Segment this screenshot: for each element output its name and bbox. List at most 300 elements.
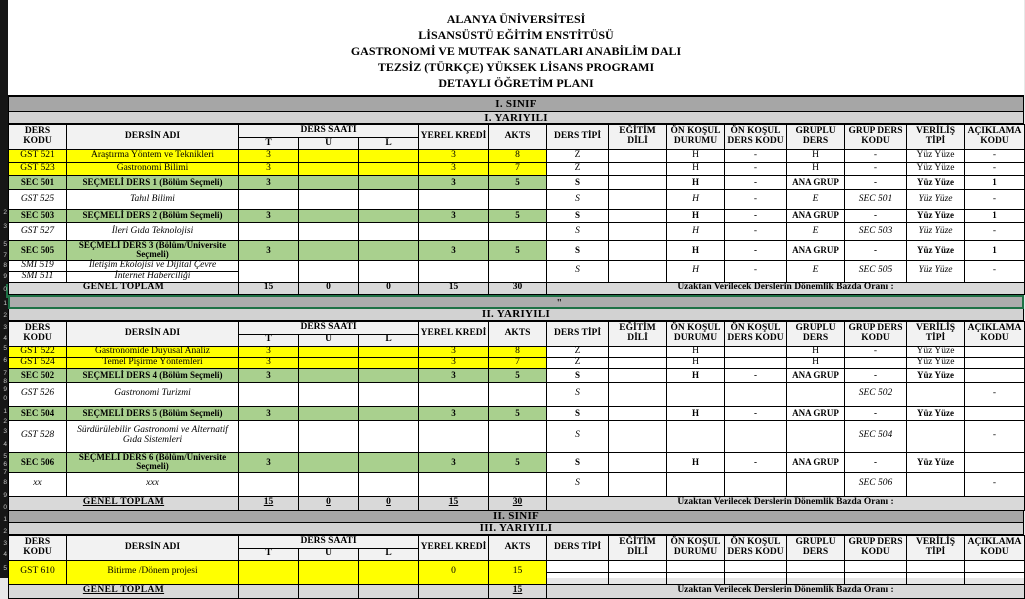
- section-band-ii-yariyili[interactable]: II. YARIYILI: [8, 309, 1024, 321]
- cell[interactable]: -: [965, 190, 1025, 210]
- course-name[interactable]: Bitirme /Dönem projesi: [67, 560, 239, 584]
- col-on-kosul-ders-kodu[interactable]: ÖN KOŞUL DERS KODU: [725, 321, 787, 346]
- cell[interactable]: 7: [489, 163, 547, 176]
- cell[interactable]: 0: [299, 282, 359, 294]
- empty-cell[interactable]: [359, 368, 419, 382]
- empty-cell[interactable]: [299, 420, 359, 452]
- cell[interactable]: 3: [239, 150, 299, 163]
- empty-cell[interactable]: [907, 572, 965, 584]
- cell[interactable]: Yüz Yüze: [907, 241, 965, 261]
- empty-cell[interactable]: [419, 472, 489, 496]
- cell[interactable]: H: [667, 150, 725, 163]
- cell[interactable]: 1: [965, 210, 1025, 223]
- cell[interactable]: SEC 504: [845, 420, 907, 452]
- cell[interactable]: ANA GRUP: [787, 176, 845, 190]
- cell[interactable]: Yüz Yüze: [907, 223, 965, 241]
- col-akts[interactable]: AKTS: [489, 535, 547, 560]
- cell[interactable]: Yüz Yüze: [907, 176, 965, 190]
- cell[interactable]: H: [667, 241, 725, 261]
- cell[interactable]: Yüz Yüze: [907, 260, 965, 282]
- cell[interactable]: H: [787, 163, 845, 176]
- empty-cell[interactable]: [299, 260, 359, 282]
- cell[interactable]: 0: [359, 496, 419, 510]
- col-ders-tipi[interactable]: DERS TİPİ: [547, 125, 609, 150]
- cell[interactable]: Yüz Yüze: [907, 357, 965, 368]
- cell[interactable]: 3: [239, 210, 299, 223]
- cell[interactable]: -: [965, 420, 1025, 452]
- empty-cell[interactable]: [787, 420, 845, 452]
- section-band-i-sinif[interactable]: I. SINIF: [8, 97, 1024, 112]
- empty-cell[interactable]: [239, 560, 299, 584]
- empty-cell[interactable]: [845, 572, 907, 584]
- section-band-iii-yariyili[interactable]: III. YARIYILI: [8, 523, 1024, 535]
- cell[interactable]: 3: [419, 452, 489, 472]
- cell[interactable]: 3: [419, 176, 489, 190]
- col-ders-saati[interactable]: DERS SAATİ: [239, 125, 419, 138]
- cell[interactable]: S: [547, 406, 609, 420]
- cell[interactable]: ANA GRUP: [787, 368, 845, 382]
- cell[interactable]: S: [547, 420, 609, 452]
- empty-cell[interactable]: [239, 382, 299, 406]
- empty-cell[interactable]: [239, 260, 299, 282]
- empty-cell[interactable]: [299, 560, 359, 584]
- empty-cell[interactable]: [907, 472, 965, 496]
- empty-cell[interactable]: [609, 176, 667, 190]
- cell[interactable]: -: [845, 346, 907, 357]
- cell[interactable]: H: [667, 223, 725, 241]
- cell[interactable]: SEC 506: [845, 472, 907, 496]
- course-name[interactable]: Tahıl Bilimi: [67, 190, 239, 210]
- cell[interactable]: -: [725, 406, 787, 420]
- empty-cell[interactable]: [489, 260, 547, 282]
- empty-cell[interactable]: [965, 368, 1025, 382]
- empty-cell[interactable]: [609, 452, 667, 472]
- course-code[interactable]: xx: [9, 472, 67, 496]
- empty-cell[interactable]: [609, 190, 667, 210]
- course-code[interactable]: SEC 506: [9, 452, 67, 472]
- cell[interactable]: 3: [419, 346, 489, 357]
- col-gruplu-ders[interactable]: GRUPLU DERS: [787, 125, 845, 150]
- cell[interactable]: Z: [547, 150, 609, 163]
- cell[interactable]: E: [787, 260, 845, 282]
- col-uygulama[interactable]: U: [299, 334, 359, 346]
- course-code[interactable]: GST 610: [9, 560, 67, 584]
- empty-cell[interactable]: [725, 382, 787, 406]
- empty-cell[interactable]: [907, 560, 965, 572]
- course-code[interactable]: GST 524: [9, 357, 67, 368]
- course-name[interactable]: İleri Gıda Teknolojisi: [67, 223, 239, 241]
- col-aciklama-kodu[interactable]: AÇIKLAMA KODU: [965, 535, 1025, 560]
- cell[interactable]: -: [845, 241, 907, 261]
- cell[interactable]: -: [965, 223, 1025, 241]
- course-name[interactable]: SEÇMELİ DERS 6 (Bölüm/Üniversite Seçmeli): [67, 452, 239, 472]
- empty-cell[interactable]: [725, 560, 787, 572]
- empty-cell[interactable]: [419, 190, 489, 210]
- cell[interactable]: ANA GRUP: [787, 210, 845, 223]
- empty-cell[interactable]: [609, 163, 667, 176]
- col-ders-tipi[interactable]: DERS TİPİ: [547, 321, 609, 346]
- cell[interactable]: 8: [489, 150, 547, 163]
- cell[interactable]: H: [667, 452, 725, 472]
- empty-cell[interactable]: [299, 176, 359, 190]
- cell[interactable]: SEC 502: [845, 382, 907, 406]
- empty-cell[interactable]: [359, 420, 419, 452]
- course-name[interactable]: SEÇMELİ DERS 4 (Bölüm Seçmeli): [67, 368, 239, 382]
- empty-cell[interactable]: [419, 382, 489, 406]
- col-teori[interactable]: T: [239, 334, 299, 346]
- course-name[interactable]: SEÇMELİ DERS 5 (Bölüm Seçmeli): [67, 406, 239, 420]
- empty-cell[interactable]: [239, 420, 299, 452]
- empty-cell[interactable]: [359, 260, 419, 282]
- cell[interactable]: 0: [299, 496, 359, 510]
- cell[interactable]: 3: [239, 163, 299, 176]
- empty-cell[interactable]: [907, 420, 965, 452]
- cell[interactable]: 3: [419, 357, 489, 368]
- cell[interactable]: -: [725, 176, 787, 190]
- col-ders-tipi[interactable]: DERS TİPİ: [547, 535, 609, 560]
- empty-cell[interactable]: [299, 406, 359, 420]
- cell[interactable]: 15: [419, 282, 489, 294]
- cell[interactable]: Yüz Yüze: [907, 368, 965, 382]
- cell[interactable]: -: [725, 368, 787, 382]
- empty-cell[interactable]: [359, 560, 419, 584]
- empty-cell[interactable]: [609, 572, 667, 584]
- cell[interactable]: H: [667, 176, 725, 190]
- course-name[interactable]: Temel Pişirme Yöntemleri: [67, 357, 239, 368]
- course-name[interactable]: SEÇMELİ DERS 1 (Bölüm Seçmeli): [67, 176, 239, 190]
- cell[interactable]: H: [667, 357, 725, 368]
- cell[interactable]: Yüz Yüze: [907, 150, 965, 163]
- cell[interactable]: -: [965, 260, 1025, 282]
- cell[interactable]: -: [845, 176, 907, 190]
- course-name[interactable]: xxx: [67, 472, 239, 496]
- col-lab[interactable]: L: [359, 548, 419, 560]
- col-on-kosul-durumu[interactable]: ÖN KOŞUL DURUMU: [667, 535, 725, 560]
- cell[interactable]: S: [547, 223, 609, 241]
- empty-cell[interactable]: [239, 223, 299, 241]
- col-lab[interactable]: L: [359, 334, 419, 346]
- cell[interactable]: -: [845, 163, 907, 176]
- cell[interactable]: S: [547, 382, 609, 406]
- empty-cell[interactable]: [299, 150, 359, 163]
- col-on-kosul-durumu[interactable]: ÖN KOŞUL DURUMU: [667, 321, 725, 346]
- col-teori[interactable]: T: [239, 548, 299, 560]
- col-aciklama-kodu[interactable]: AÇIKLAMA KODU: [965, 321, 1025, 346]
- col-gruplu-ders[interactable]: GRUPLU DERS: [787, 535, 845, 560]
- cell[interactable]: 5: [489, 241, 547, 261]
- cell[interactable]: 1: [965, 176, 1025, 190]
- empty-cell[interactable]: [359, 163, 419, 176]
- cell[interactable]: -: [725, 260, 787, 282]
- col-yerel-kredi[interactable]: YEREL KREDİ: [419, 125, 489, 150]
- cell[interactable]: SEC 503: [845, 223, 907, 241]
- cell[interactable]: H: [667, 346, 725, 357]
- empty-cell[interactable]: [239, 472, 299, 496]
- cell[interactable]: -: [725, 223, 787, 241]
- cell[interactable]: -: [965, 382, 1025, 406]
- cell[interactable]: -: [845, 368, 907, 382]
- course-code[interactable]: GST 526: [9, 382, 67, 406]
- cell[interactable]: S: [547, 472, 609, 496]
- cell[interactable]: 3: [239, 241, 299, 261]
- col-dersin-adi[interactable]: DERSİN ADI: [67, 535, 239, 560]
- empty-cell[interactable]: [359, 382, 419, 406]
- col-dersin-adi[interactable]: DERSİN ADI: [67, 321, 239, 346]
- empty-cell[interactable]: [239, 584, 299, 598]
- empty-cell[interactable]: [725, 572, 787, 584]
- cell[interactable]: -: [845, 406, 907, 420]
- empty-cell[interactable]: [359, 346, 419, 357]
- col-akts[interactable]: AKTS: [489, 321, 547, 346]
- empty-cell[interactable]: [359, 223, 419, 241]
- cell[interactable]: Yüz Yüze: [907, 210, 965, 223]
- empty-cell[interactable]: [299, 368, 359, 382]
- col-ders-saati[interactable]: DERS SAATİ: [239, 535, 419, 548]
- empty-cell[interactable]: [299, 452, 359, 472]
- empty-cell[interactable]: [667, 382, 725, 406]
- cell[interactable]: 15: [239, 282, 299, 294]
- cell[interactable]: 0: [419, 560, 489, 584]
- empty-cell[interactable]: [299, 190, 359, 210]
- empty-cell[interactable]: [965, 572, 1025, 584]
- remote-ratio-note[interactable]: Uzaktan Verilecek Derslerin Dönemlik Bazda Oranı :: [547, 496, 1025, 510]
- col-grup-ders-kodu[interactable]: GRUP DERS KODU: [845, 125, 907, 150]
- empty-cell[interactable]: [299, 210, 359, 223]
- course-code[interactable]: GST 527: [9, 223, 67, 241]
- empty-cell[interactable]: [489, 420, 547, 452]
- grand-total-label[interactable]: GENEL TOPLAM: [9, 496, 239, 510]
- empty-cell[interactable]: [787, 560, 845, 572]
- empty-cell[interactable]: [965, 346, 1025, 357]
- cell[interactable]: SEC 505: [845, 260, 907, 282]
- cell[interactable]: 7: [489, 357, 547, 368]
- cell[interactable]: Yüz Yüze: [907, 346, 965, 357]
- course-name[interactable]: İnternet Haberciliği: [67, 271, 239, 282]
- cell[interactable]: 5: [489, 452, 547, 472]
- cell[interactable]: 3: [419, 241, 489, 261]
- course-code[interactable]: SEC 505: [9, 241, 67, 261]
- cell[interactable]: 15: [489, 560, 547, 584]
- col-on-kosul-durumu[interactable]: ÖN KOŞUL DURUMU: [667, 125, 725, 150]
- cell[interactable]: 3: [419, 150, 489, 163]
- empty-cell[interactable]: [609, 472, 667, 496]
- cell[interactable]: 3: [419, 163, 489, 176]
- cell[interactable]: S: [547, 210, 609, 223]
- cell[interactable]: H: [667, 406, 725, 420]
- empty-cell[interactable]: [907, 382, 965, 406]
- col-egitim-dili[interactable]: EĞİTİM DİLİ: [609, 321, 667, 346]
- cell[interactable]: 15: [239, 496, 299, 510]
- cell[interactable]: 3: [239, 368, 299, 382]
- col-lab[interactable]: L: [359, 138, 419, 150]
- empty-cell[interactable]: [609, 368, 667, 382]
- empty-cell[interactable]: [489, 190, 547, 210]
- course-name[interactable]: Gastronomide Duyusal Analiz: [67, 346, 239, 357]
- empty-cell[interactable]: [609, 420, 667, 452]
- col-egitim-dili[interactable]: EĞİTİM DİLİ: [609, 535, 667, 560]
- remote-ratio-note[interactable]: Uzaktan Verilecek Derslerin Dönemlik Bazda Oranı :: [547, 282, 1025, 294]
- grand-total-label[interactable]: GENEL TOPLAM: [9, 584, 239, 598]
- empty-cell[interactable]: [299, 241, 359, 261]
- cell[interactable]: 5: [489, 368, 547, 382]
- empty-cell[interactable]: [299, 346, 359, 357]
- course-name[interactable]: Gastronomi Bilimi: [67, 163, 239, 176]
- empty-cell[interactable]: [419, 223, 489, 241]
- col-verilis-tipi[interactable]: VERİLİŞ TİPİ: [907, 535, 965, 560]
- cell[interactable]: S: [547, 176, 609, 190]
- cell[interactable]: H: [787, 150, 845, 163]
- empty-cell[interactable]: [965, 406, 1025, 420]
- col-grup-ders-kodu[interactable]: GRUP DERS KODU: [845, 535, 907, 560]
- col-yerel-kredi[interactable]: YEREL KREDİ: [419, 321, 489, 346]
- cell[interactable]: ANA GRUP: [787, 406, 845, 420]
- cell[interactable]: Yüz Yüze: [907, 190, 965, 210]
- empty-cell[interactable]: [667, 472, 725, 496]
- empty-cell[interactable]: [609, 223, 667, 241]
- course-code[interactable]: GST 522: [9, 346, 67, 357]
- col-yerel-kredi[interactable]: YEREL KREDİ: [419, 535, 489, 560]
- cell[interactable]: 5: [489, 210, 547, 223]
- course-code[interactable]: SEC 504: [9, 406, 67, 420]
- empty-cell[interactable]: [609, 241, 667, 261]
- col-akts[interactable]: AKTS: [489, 125, 547, 150]
- cell[interactable]: 15: [489, 584, 547, 598]
- cell[interactable]: 3: [239, 406, 299, 420]
- empty-cell[interactable]: [299, 382, 359, 406]
- cell[interactable]: S: [547, 241, 609, 261]
- cell[interactable]: 15: [419, 496, 489, 510]
- col-aciklama-kodu[interactable]: AÇIKLAMA KODU: [965, 125, 1025, 150]
- col-uygulama[interactable]: U: [299, 548, 359, 560]
- empty-cell[interactable]: [359, 357, 419, 368]
- cell[interactable]: -: [725, 241, 787, 261]
- empty-cell[interactable]: [725, 472, 787, 496]
- cell[interactable]: -: [965, 163, 1025, 176]
- empty-cell[interactable]: [845, 560, 907, 572]
- empty-cell[interactable]: [359, 452, 419, 472]
- cell[interactable]: H: [667, 190, 725, 210]
- cell[interactable]: H: [787, 346, 845, 357]
- empty-cell[interactable]: [299, 472, 359, 496]
- col-grup-ders-kodu[interactable]: GRUP DERS KODU: [845, 321, 907, 346]
- col-on-kosul-ders-kodu[interactable]: ÖN KOŞUL DERS KODU: [725, 535, 787, 560]
- cell[interactable]: 0: [359, 282, 419, 294]
- empty-cell[interactable]: [489, 472, 547, 496]
- empty-cell[interactable]: [609, 346, 667, 357]
- empty-cell[interactable]: [419, 584, 489, 598]
- section-band-ii-sinif[interactable]: II. SINIF: [8, 511, 1024, 523]
- empty-cell[interactable]: [609, 150, 667, 163]
- empty-cell[interactable]: [359, 176, 419, 190]
- cell[interactable]: H: [667, 210, 725, 223]
- cell[interactable]: H: [667, 260, 725, 282]
- empty-cell[interactable]: [239, 190, 299, 210]
- cell[interactable]: 1: [965, 241, 1025, 261]
- course-code[interactable]: GST 521: [9, 150, 67, 163]
- empty-cell[interactable]: [787, 382, 845, 406]
- cell[interactable]: 3: [239, 346, 299, 357]
- course-name[interactable]: Sürdürülebilir Gastronomi ve Alternatif Gıda Sistemleri: [67, 420, 239, 452]
- col-ders-saati[interactable]: DERS SAATİ: [239, 321, 419, 334]
- course-name[interactable]: İletişim Ekolojisi ve Dijital Çevre: [67, 260, 239, 271]
- empty-cell[interactable]: [299, 584, 359, 598]
- empty-cell[interactable]: [299, 223, 359, 241]
- cell[interactable]: 3: [419, 210, 489, 223]
- cell[interactable]: E: [787, 190, 845, 210]
- cell[interactable]: -: [845, 210, 907, 223]
- cell[interactable]: 3: [239, 452, 299, 472]
- empty-cell[interactable]: [667, 572, 725, 584]
- row-number-strip[interactable]: [0, 0, 8, 578]
- col-gruplu-ders[interactable]: GRUPLU DERS: [787, 321, 845, 346]
- cell[interactable]: -: [965, 150, 1025, 163]
- cell[interactable]: ANA GRUP: [787, 452, 845, 472]
- selected-gray-row[interactable]: [8, 295, 1024, 309]
- col-ders-kodu[interactable]: DERS KODU: [9, 535, 67, 560]
- cell[interactable]: 3: [239, 357, 299, 368]
- cell[interactable]: -: [845, 150, 907, 163]
- cell[interactable]: 3: [419, 368, 489, 382]
- empty-cell[interactable]: [609, 357, 667, 368]
- empty-cell[interactable]: [359, 190, 419, 210]
- empty-cell[interactable]: [299, 357, 359, 368]
- cell[interactable]: 5: [489, 176, 547, 190]
- cell[interactable]: -: [845, 452, 907, 472]
- course-name[interactable]: SEÇMELİ DERS 3 (Bölüm/Üniversite Seçmeli): [67, 241, 239, 261]
- empty-cell[interactable]: [787, 572, 845, 584]
- col-egitim-dili[interactable]: EĞİTİM DİLİ: [609, 125, 667, 150]
- empty-cell[interactable]: [359, 241, 419, 261]
- cell[interactable]: SEC 501: [845, 190, 907, 210]
- empty-cell[interactable]: [609, 382, 667, 406]
- cell[interactable]: H: [787, 357, 845, 368]
- cell[interactable]: -: [725, 452, 787, 472]
- course-code[interactable]: SEC 503: [9, 210, 67, 223]
- empty-cell[interactable]: [725, 346, 787, 357]
- empty-cell[interactable]: [609, 260, 667, 282]
- course-code[interactable]: SMI 519: [9, 260, 67, 271]
- empty-cell[interactable]: [359, 150, 419, 163]
- empty-cell[interactable]: [965, 357, 1025, 368]
- empty-cell[interactable]: [359, 584, 419, 598]
- grand-total-label[interactable]: GENEL TOPLAM: [9, 282, 239, 294]
- cell[interactable]: E: [787, 223, 845, 241]
- empty-cell[interactable]: [359, 472, 419, 496]
- cell[interactable]: Z: [547, 163, 609, 176]
- empty-cell[interactable]: [299, 163, 359, 176]
- cell[interactable]: H: [667, 163, 725, 176]
- course-code[interactable]: SEC 502: [9, 368, 67, 382]
- empty-cell[interactable]: [725, 357, 787, 368]
- cell[interactable]: S: [547, 368, 609, 382]
- cell[interactable]: 30: [489, 496, 547, 510]
- cell[interactable]: S: [547, 190, 609, 210]
- cell[interactable]: H: [667, 368, 725, 382]
- cell[interactable]: 5: [489, 406, 547, 420]
- empty-cell[interactable]: [609, 210, 667, 223]
- empty-cell[interactable]: [609, 560, 667, 572]
- course-name[interactable]: Gastronomi Turizmi: [67, 382, 239, 406]
- cell[interactable]: Yüz Yüze: [907, 452, 965, 472]
- col-verilis-tipi[interactable]: VERİLİŞ TİPİ: [907, 125, 965, 150]
- col-ders-kodu[interactable]: DERS KODU: [9, 321, 67, 346]
- cell[interactable]: -: [965, 472, 1025, 496]
- col-verilis-tipi[interactable]: VERİLİŞ TİPİ: [907, 321, 965, 346]
- cell[interactable]: 3: [419, 406, 489, 420]
- cell[interactable]: 8: [489, 346, 547, 357]
- cell[interactable]: -: [725, 190, 787, 210]
- cell[interactable]: Z: [547, 357, 609, 368]
